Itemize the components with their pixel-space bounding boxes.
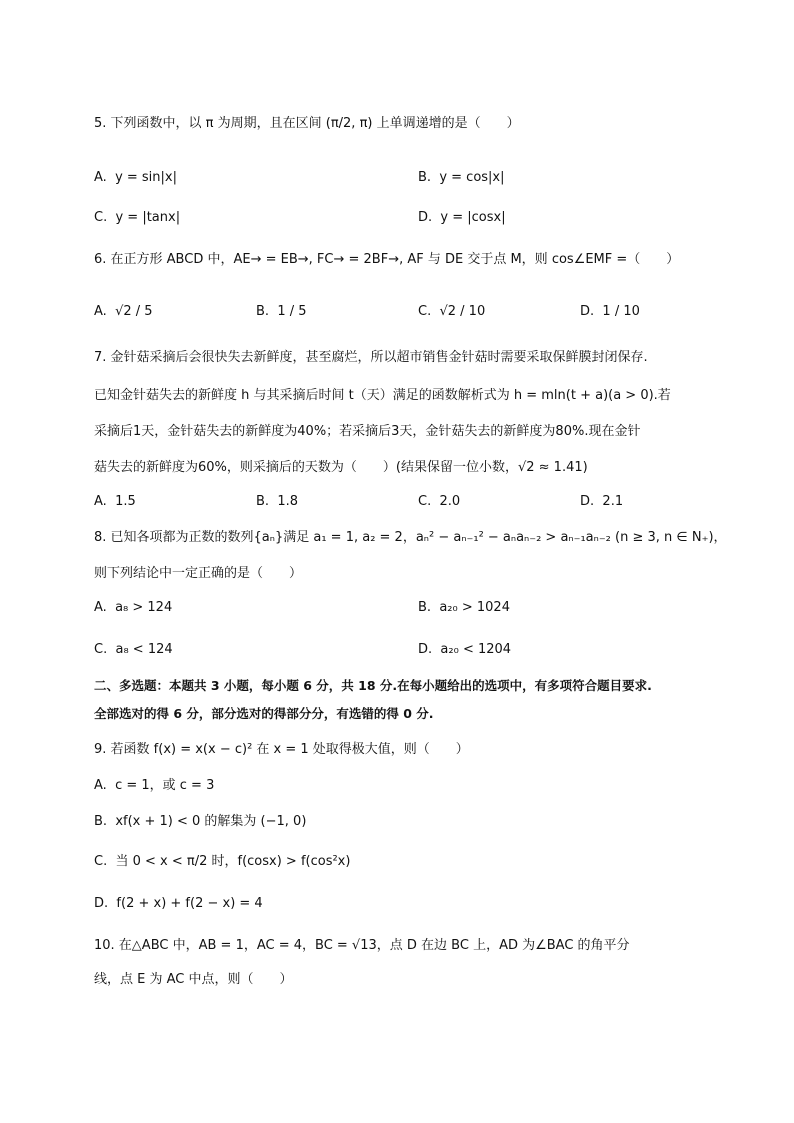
question-5-stem: 5. 下列函数中，以 π 为周期，且在区间 (π/2, π) 上单调递增的是（ ） (94, 116, 520, 131)
section-2-heading-line-1: 二、多选题：本题共 3 小题，每小题 6 分，共 18 分.在每小题给出的选项中，有多项符合题目要求. (94, 678, 652, 693)
q6-option-a: A. √2 / 5 (94, 304, 153, 319)
q5-option-b: B. y = cos|x| (418, 170, 505, 185)
q9-option-d: D. f(2 + x) + f(2 − x) = 4 (94, 896, 263, 911)
section-2-heading-line-2: 全部选对的得 6 分，部分选对的得部分分，有选错的得 0 分. (94, 706, 434, 721)
question-7-line-2: 已知金针菇失去的新鲜度 h 与其采摘后时间 t（天）满足的函数解析式为 h = mln(t + a)(a > 0).若 (94, 388, 671, 403)
q8-option-a: A. a₈ > 124 (94, 600, 173, 615)
question-7-line-4: 菇失去的新鲜度为60%，则采摘后的天数为（ ）(结果保留一位小数，√2 ≈ 1.41) (94, 460, 588, 475)
question-10-line-1: 10. 在△ABC 中，AB = 1，AC = 4，BC = √13，点 D 在边 BC 上，AD 为∠BAC 的角平分 (94, 938, 630, 953)
q7-option-b: B. 1.8 (256, 494, 299, 509)
q5-option-a: A. y = sin|x| (94, 170, 177, 185)
q8-option-b: B. a₂₀ > 1024 (418, 600, 510, 615)
question-10-line-2: 线，点 E 为 AC 中点，则（ ） (94, 972, 293, 987)
question-7-line-3: 采摘后1天，金针菇失去的新鲜度为40%；若采摘后3天，金针菇失去的新鲜度为80%.现在金针 (94, 424, 641, 439)
q9-option-b: B. xf(x + 1) < 0 的解集为 (−1, 0) (94, 814, 307, 829)
q5-option-d: D. y = |cosx| (418, 210, 506, 225)
q7-option-a: A. 1.5 (94, 494, 136, 509)
q6-option-c: C. √2 / 10 (418, 304, 486, 319)
question-7-line-1: 7. 金针菇采摘后会很快失去新鲜度，甚至腐烂，所以超市销售金针菇时需要采取保鲜膜封闭保存. (94, 350, 648, 365)
question-8-line-1: 8. 已知各项都为正数的数列{aₙ}满足 a₁ = 1, a₂ = 2，aₙ² − aₙ₋₁² − aₙaₙ₋₂ > aₙ₋₁aₙ₋₂ (n ≥ 3, n ∈ N₊)， (94, 530, 727, 545)
question-6-stem: 6. 在正方形 ABCD 中，AE→ = EB→, FC→ = 2BF→, AF 与 DE 交于点 M，则 cos∠EMF =（ ） (94, 252, 680, 267)
question-8-line-2: 则下列结论中一定正确的是（ ） (94, 566, 303, 581)
q9-option-a: A. c = 1，或 c = 3 (94, 778, 215, 793)
q9-option-c: C. 当 0 < x < π/2 时，f(cosx) > f(cos²x) (94, 854, 351, 869)
q5-option-c: C. y = |tanx| (94, 210, 181, 225)
q8-option-c: C. a₈ < 124 (94, 642, 173, 657)
q8-option-d: D. a₂₀ < 1204 (418, 642, 512, 657)
q7-option-c: C. 2.0 (418, 494, 461, 509)
q7-option-d: D. 2.1 (580, 494, 624, 509)
q6-option-b: B. 1 / 5 (256, 304, 307, 319)
q6-option-d: D. 1 / 10 (580, 304, 640, 319)
question-9-stem: 9. 若函数 f(x) = x(x − c)² 在 x = 1 处取得极大值，则（ ） (94, 742, 469, 757)
